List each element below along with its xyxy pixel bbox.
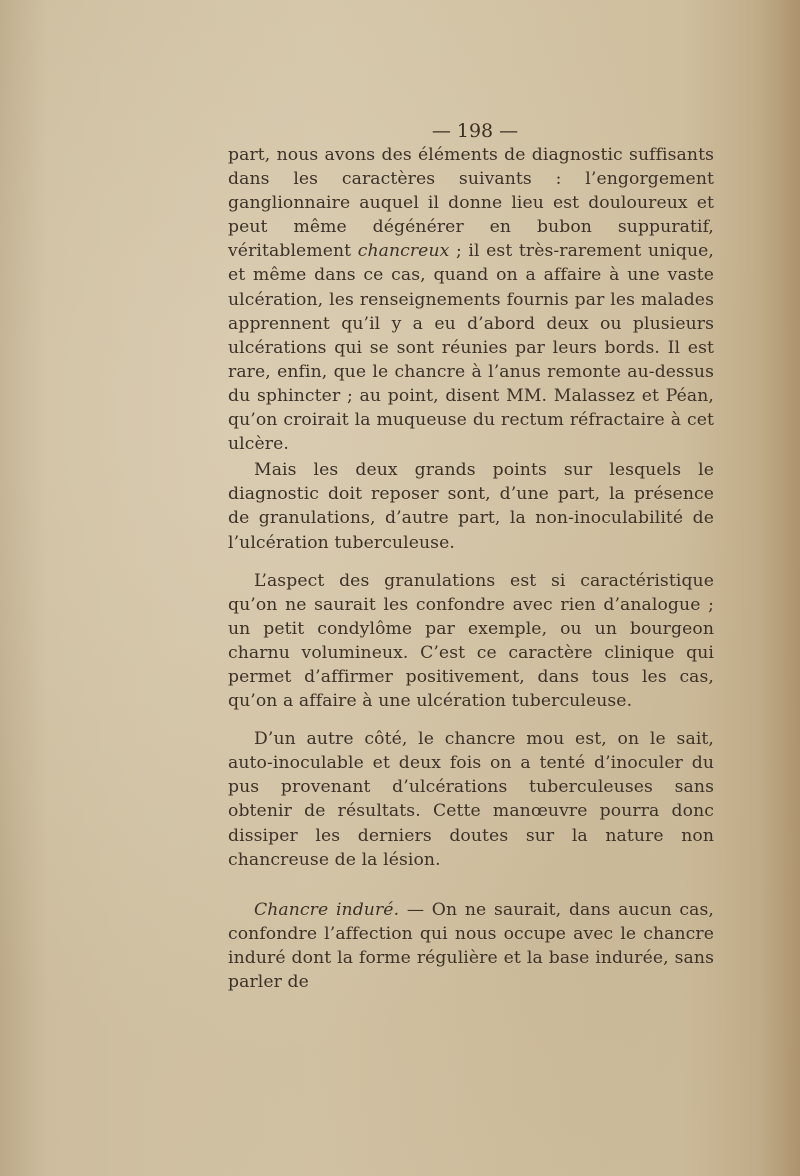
paragraph-3: L’aspect des granulations est si caractéristique qu’on ne saurait les confondre avec rien d’analogue ; un petit condylôme par exemple, ou un bourgeon charnu volumineux. C’est ce caractère clinique qui permet d’affirmer positivement, dans tous les cas, qu’on a affaire à une ulcération tuberculeuse. — [228, 570, 714, 712]
body-text — [228, 143, 714, 994]
page-edge-shadow — [760, 0, 800, 1176]
paragraph-2: Mais les deux grands points sur lesquels le diagnostic doit reposer sont, d’une part, la présence de granulations, d’autre part, la non-inoculabilité de l’ulcération tuberculeuse. — [228, 460, 714, 553]
paragraph-5 — [228, 898, 714, 994]
page-number: — 198 — — [431, 120, 519, 142]
paragraph-1-text-after: ; il est très-rarement unique, et même dans ce cas, quand on a affaire à une vaste ulcération, les renseignements fournis par les malades apprennent qu’il y a eu d’abord deux ou plusieurs ulcérations qui se sont réunies par leurs bords. Il est rare, enfin, que le chancre à l’anus remonte au-dessus du sphincter ; au point, disent MM. Malassez et Péan, qu’on croirait la muqueuse du rectum réfractaire à cet ulcère. — [228, 241, 714, 455]
paragraph-1 — [228, 143, 714, 456]
paragraph-1-text: part, nous avons des éléments de diagnostic suffisants dans les caractères suivants : l’engorgement ganglionnaire auquel il donne lieu est douloureux et peut même dégénérer en bubon suppuratif, véritablement — [228, 145, 714, 262]
paragraph-5-text: — On ne saurait, dans aucun cas, confondre l’affection qui nous occupe avec le chancre induré dont la forme régulière et la base indurée, sans parler de — [228, 899, 714, 992]
paragraph-4: D’un autre côté, le chancre mou est, on le sait, auto-inoculable et deux fois on a tenté d’inoculer du pus provenant d’ulcérations tuberculeuses sans obtenir de résultats. Cette manœuvre pourra donc dissiper les derniers doutes sur la nature non chancreuse de la lésion. — [228, 729, 714, 870]
paragraph-5-italic-lead: Chancre induré. — [254, 899, 400, 920]
paragraph-1-italic: chancreux — [357, 241, 450, 262]
